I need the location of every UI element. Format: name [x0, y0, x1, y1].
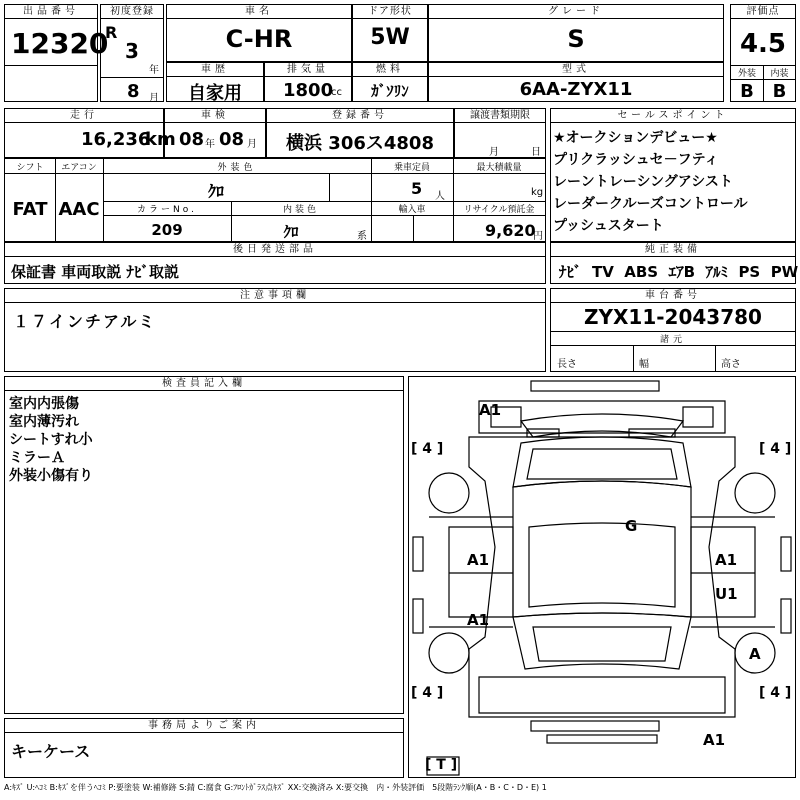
spec-block: [4, 158, 546, 242]
reg-month: 8: [127, 81, 140, 102]
mark-hood: G: [625, 517, 638, 535]
sales-point-item: ★オークションデビュー★: [553, 130, 718, 146]
shift: FAT: [12, 199, 48, 220]
tire-rl: [ 4 ]: [411, 685, 444, 701]
inspector-line: 室内薄汚れ: [9, 414, 79, 430]
height-label: 高さ: [721, 359, 741, 370]
inspection-cell: [164, 108, 266, 158]
tire-fr: [ 4 ]: [759, 441, 792, 457]
interior-label: 内装: [770, 69, 789, 79]
int-color-label: 内装色: [282, 205, 319, 215]
int-color: ｸﾛ: [283, 223, 299, 241]
mark-front-bumper: A1: [479, 401, 502, 419]
divider: [101, 77, 163, 78]
docs: 保証書 車両取説 ﾅﾋﾞ取説: [11, 263, 179, 281]
legend: A:ｷｽﾞ U:ﾍｺﾐ B:ｷｽﾞを伴うﾍｺﾐ P:要塗装 W:補修跡 S:錆 C:腐食 G:ﾌﾛﾝﾄｶﾞﾗｽ点ｷｽﾞ XX:交換済み X:要交換 内・外装評価 5段階ﾗﾝｸ順(A・B・C・D・E) 1: [4, 783, 547, 792]
mark-right-rear-door: U1: [715, 585, 738, 603]
inspector-line: 外装小傷有り: [9, 468, 93, 484]
first-reg-label: 初度登録: [101, 5, 163, 19]
docs-cell: [4, 242, 546, 284]
history-cell: [166, 62, 264, 102]
equipment-item: ｴｱB: [668, 263, 696, 281]
ext-color-label: 外装色: [217, 163, 257, 173]
chassis-number: ZYX11-2043780: [584, 305, 762, 329]
displacement-unit: cc: [331, 87, 342, 98]
notes-cell: [4, 288, 546, 372]
fuel-cell: [352, 62, 428, 102]
notes-label: 注意事項欄: [5, 289, 545, 303]
era: R: [105, 23, 118, 42]
inspection-label: 車検: [165, 109, 265, 123]
int-color-unit: 系: [357, 231, 367, 242]
car-name-label: 車名: [167, 5, 351, 19]
interior-grade: B: [772, 81, 787, 102]
score: 4.5: [739, 29, 787, 59]
model-cell: [428, 62, 724, 102]
divider: [329, 173, 330, 201]
car-name: C-HR: [225, 25, 293, 53]
door-type: 5W: [370, 25, 410, 50]
mark-rear-bumper: A1: [703, 731, 726, 749]
tire-rr: [ 4 ]: [759, 685, 792, 701]
spec-label: 諸元: [659, 335, 686, 345]
divider: [103, 215, 545, 216]
insp-month-unit: 月: [247, 139, 257, 150]
width-label: 幅: [639, 359, 649, 370]
capacity: 5: [411, 179, 423, 198]
fuel-label: 燃料: [353, 63, 427, 77]
capacity-unit: 人: [435, 191, 445, 202]
lot-number: 12320: [11, 27, 109, 60]
recycle-label: リサイクル預託金: [463, 205, 535, 215]
office-label: 事務局よりご案内: [5, 719, 403, 733]
history-label: 車歴: [167, 63, 263, 77]
shift-label: シフト: [16, 163, 44, 173]
divider: [551, 345, 795, 346]
car-name-cell: [166, 4, 352, 62]
car-outline: [409, 377, 795, 777]
mark-left-rear-door: A1: [467, 611, 490, 629]
divider: [715, 345, 716, 371]
color-no: 209: [151, 221, 183, 239]
office-text: キーケース: [11, 742, 91, 761]
reg-month-unit: 月: [149, 93, 159, 104]
model-label: 型式: [429, 63, 723, 77]
equipment-list: [559, 261, 798, 282]
inspector-line: 室内内張傷: [9, 396, 79, 412]
inspector-line: シートすれ小: [9, 432, 93, 448]
mark-right-rear-wheel: A: [749, 645, 761, 663]
recycle: 9,620: [485, 221, 536, 240]
equipment-item: PS: [738, 263, 761, 281]
tire-fl: [ 4 ]: [411, 441, 444, 457]
ac-label: エアコン: [61, 163, 97, 173]
mileage: 16,236: [81, 129, 151, 150]
equipment-item: ﾅﾋﾞ: [559, 263, 582, 281]
color-no-label: カラーNo.: [137, 205, 197, 215]
insp-year-unit: 年: [205, 139, 215, 150]
spare-tire: [ T ]: [425, 757, 458, 773]
insp-month: 08: [219, 129, 245, 150]
equipment-item: TV: [591, 263, 614, 281]
score-label: 評価点: [731, 5, 795, 19]
exterior-grade: B: [740, 81, 754, 102]
mileage-label: 走行: [5, 109, 163, 123]
chassis-label: 車台番号: [551, 289, 795, 303]
length-label: 長さ: [557, 359, 577, 370]
reg-year: 3: [125, 39, 139, 63]
reg-number-label: 登録番号: [267, 109, 453, 123]
door-label: ドア形状: [353, 5, 427, 19]
inspector-lines: [9, 395, 93, 485]
divider: [413, 215, 414, 241]
recycle-unit: 円: [533, 231, 543, 242]
sales-points-cell: [550, 108, 796, 242]
office-cell: [4, 718, 404, 778]
equipment-label: 純正装備: [551, 243, 795, 257]
load-unit: kg: [531, 187, 544, 198]
equipment-item: PW: [770, 263, 799, 281]
reg-number: 横浜 306ス4808: [286, 133, 434, 154]
inspector-label: 検査員記入欄: [5, 377, 403, 391]
ac: AAC: [58, 199, 100, 220]
model: 6AA-ZYX11: [519, 79, 633, 100]
sales-points-label: セールスポイント: [551, 109, 795, 123]
equipment-cell: [550, 242, 799, 284]
displacement-cell: [264, 62, 352, 102]
lot-label: 出品番号: [5, 5, 97, 19]
inspector-cell: [4, 376, 404, 714]
exterior-label: 外装: [737, 69, 756, 79]
lot-number-cell: [4, 4, 109, 102]
score-cell: [730, 4, 796, 102]
transfer-label: 譲渡書類期限: [455, 109, 545, 123]
load-label: 最大積載量: [476, 163, 522, 173]
divider: [5, 173, 545, 174]
grade: S: [567, 25, 585, 53]
displacement: 1800: [283, 80, 334, 101]
mark-right-front-door: A1: [715, 551, 738, 569]
displacement-label: 排気量: [265, 63, 351, 77]
mileage-cell: [4, 108, 176, 158]
divider: [5, 65, 97, 66]
docs-label: 後日発送部品: [5, 243, 545, 257]
ext-color: ｸﾛ: [207, 182, 224, 201]
grade-cell: [428, 4, 724, 62]
equipment-item: ABS: [624, 263, 659, 281]
transfer-month-unit: 月: [489, 147, 499, 158]
mileage-unit: km: [145, 129, 176, 150]
first-registration-cell: [100, 4, 164, 102]
sales-points-list: [553, 127, 748, 237]
transfer-cell: [454, 108, 546, 158]
door-cell: [352, 4, 428, 62]
history: 自家用: [188, 83, 242, 104]
sales-point-item: レーントレーシングアシスト: [553, 174, 733, 190]
sales-point-item: プリクラッシュセ－フティ: [553, 152, 719, 168]
sales-point-item: プッシュスタート: [553, 218, 664, 234]
chassis-cell: [550, 288, 796, 372]
sales-point-item: レーダークルーズコントロール: [553, 196, 748, 212]
divider: [633, 345, 634, 371]
reg-year-unit: 年: [149, 65, 159, 76]
fuel: ｶﾞｿﾘﾝ: [371, 82, 409, 100]
equipment-item: ｱﾙﾐ: [705, 263, 728, 281]
car-diagram: [408, 376, 796, 778]
import-label: 輸入車: [398, 205, 426, 215]
transfer-day-unit: 日: [531, 147, 541, 158]
notes-text: １７インチアルミ: [13, 312, 157, 331]
insp-year: 08: [179, 129, 205, 150]
capacity-label: 乗車定員: [393, 163, 430, 173]
grade-label: グレード: [429, 5, 723, 19]
inspector-line: ミラーＡ: [9, 450, 65, 466]
reg-number-cell: [266, 108, 454, 158]
mark-left-front-door: A1: [467, 551, 490, 569]
